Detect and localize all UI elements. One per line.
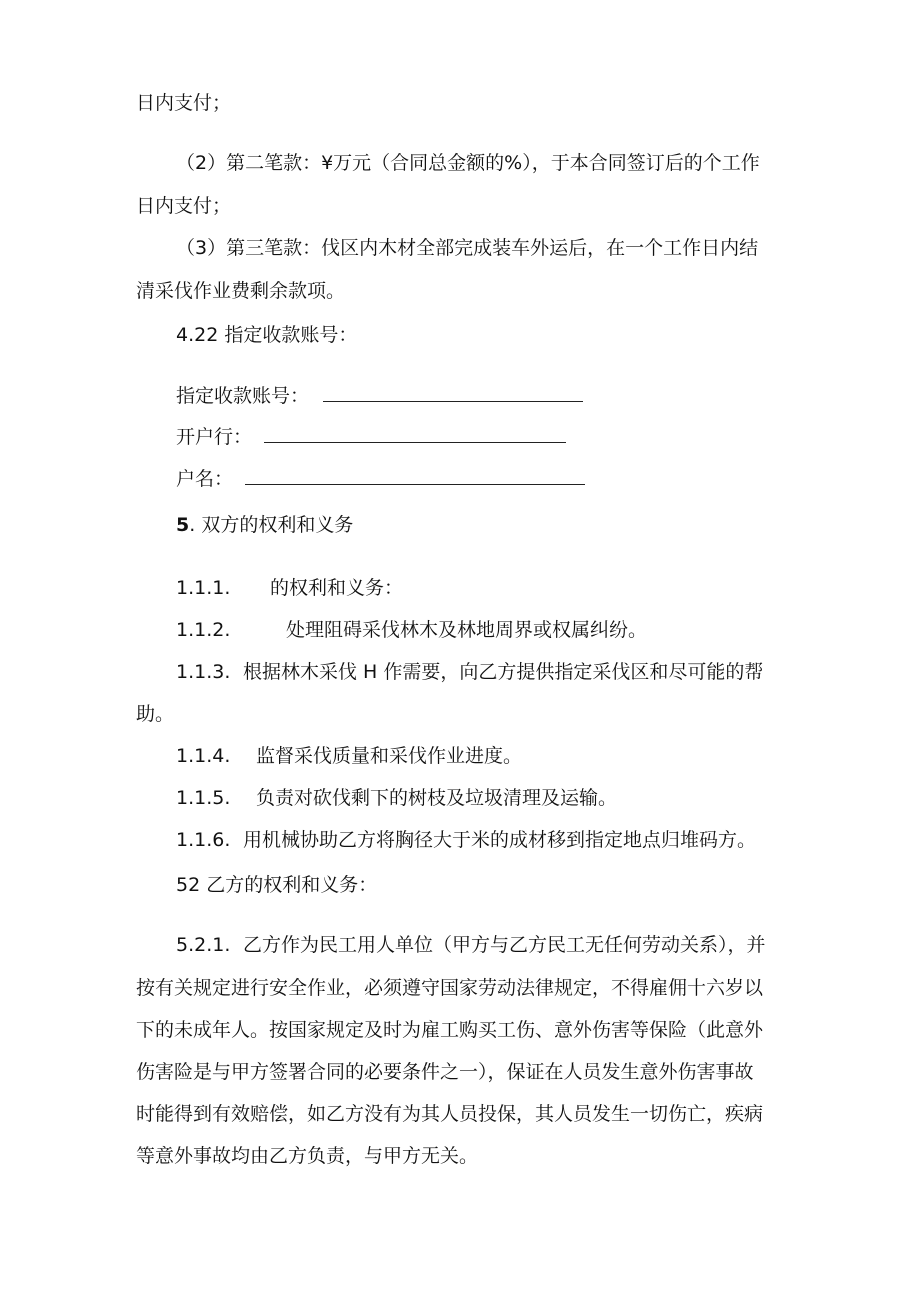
bank-row	[176, 424, 566, 450]
bank-label: 开户行：	[176, 426, 253, 448]
clause-number: 1.1.2.	[176, 619, 231, 641]
text-line: 清采伐作业费剩余款项。	[136, 280, 346, 302]
account-name-row	[176, 466, 585, 492]
bank-blank	[264, 424, 566, 443]
account-number-blank	[323, 383, 583, 402]
section-title: . 双方的权利和义务	[189, 514, 354, 536]
text-line: （3）第三笔款：伐区内木材全部完成装车外运后，在一个工作日内结	[176, 237, 759, 259]
section-heading: 4.22 指定收款账号：	[176, 324, 358, 346]
clause-text: 负责对砍伐剩下的树枝及垃圾清理及运输。	[256, 787, 618, 809]
section-number: 5	[176, 514, 190, 536]
text-line: 助。	[136, 703, 175, 725]
text-line: 等意外事故均由乙方负责，与甲方无关。	[136, 1145, 479, 1167]
clause-text: 根据林木采伐 H 作需要，向乙方提供指定采伐区和尽可能的帮	[243, 661, 764, 683]
clause-number: 5.2.1.	[176, 934, 231, 956]
text-line: 伤害险是与甲方签署合同的必要条件之一），保证在人员发生意外伤害事故	[136, 1061, 754, 1083]
account-name-label: 户名：	[176, 468, 234, 490]
clause-line	[176, 932, 766, 958]
section-heading	[176, 512, 353, 538]
clause-number: 1.1.6.	[176, 829, 231, 851]
section-heading: 52 乙方的权利和义务：	[176, 874, 378, 896]
clause-number: 1.1.4.	[176, 745, 231, 767]
clause-number: 1.1.3.	[176, 661, 231, 683]
text-line: 按有关规定进行安全作业，必须遵守国家劳动法律规定，不得雇佣十六岁以	[136, 977, 764, 999]
account-number-label: 指定收款账号：	[176, 385, 310, 407]
clause-number: 1.1.1.	[176, 577, 231, 599]
clause-text: 监督采伐质量和采伐作业进度。	[256, 745, 523, 767]
clause-text: 的权利和义务：	[270, 577, 404, 599]
account-name-blank	[245, 466, 585, 485]
text-line: 下的未成年人。按国家规定及时为雇工购买工伤、意外伤害等保险（此意外	[136, 1019, 764, 1041]
clause-line	[176, 659, 763, 685]
clause-line	[176, 617, 647, 643]
clause-line	[176, 785, 617, 811]
clause-line	[176, 575, 403, 601]
text-line: 日内支付；	[136, 92, 232, 114]
account-number-row	[176, 383, 583, 409]
text-line: （2）第二笔款：¥万元（合同总金额的%），于本合同签订后的个工作	[176, 152, 760, 174]
clause-text: 处理阻碍采伐林木及林地周界或权属纠纷。	[286, 619, 648, 641]
clause-line	[176, 827, 756, 853]
text-line: 时能得到有效赔偿，如乙方没有为其人员投保，其人员发生一切伤亡，疾病	[136, 1103, 764, 1125]
clause-text: 用机械协助乙方将胸径大于米的成材移到指定地点归堆码方。	[243, 829, 757, 851]
clause-line	[176, 743, 522, 769]
clause-text: 乙方作为民工用人单位（甲方与乙方民工无任何劳动关系），并	[243, 934, 766, 956]
text-line: 日内支付；	[136, 195, 232, 217]
clause-number: 1.1.5.	[176, 787, 231, 809]
